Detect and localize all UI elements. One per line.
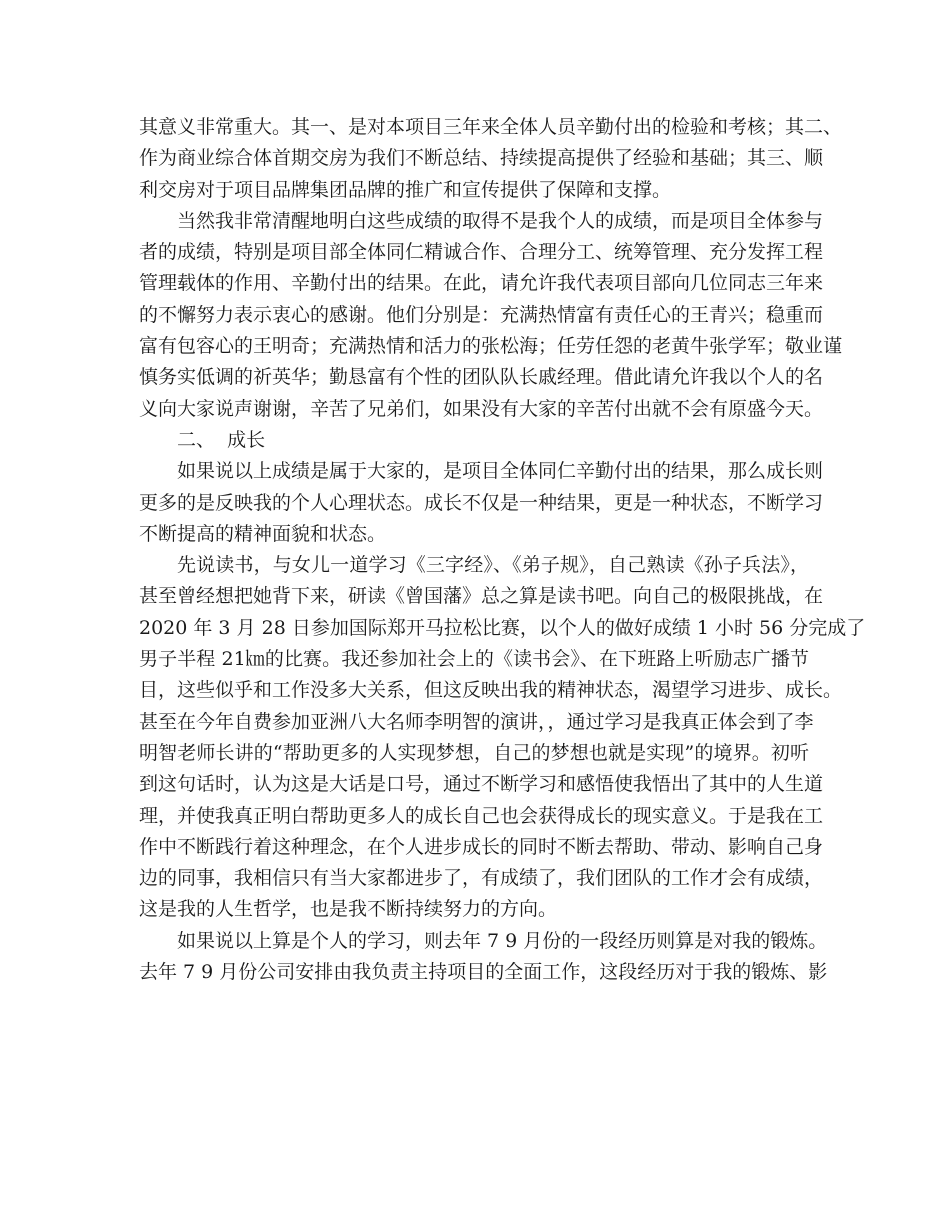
text-line: 如果说以上算是个人的学习，则去年 7 9 月份的一段经历则算是对我的锻炼。: [177, 929, 828, 952]
text-line: 目，这些似乎和工作没多大关系，但这反映出我的精神状态，渴望学习进步、成长。: [139, 679, 843, 702]
text-line: 慎务实低调的祈英华；勤恳富有个性的团队队长戚经理。借此请允许我以个人的名: [139, 366, 824, 389]
text-line: 男子半程 21㎞的比赛。我还参加社会上的《读书会》、在下班路上听励志广播节: [139, 648, 809, 671]
text-line: 理，并使我真正明白帮助更多人的成长自己也会获得成长的现实意义。于是我在工: [139, 804, 824, 827]
text-line: 当然我非常清醒地明白这些成绩的取得不是我个人的成绩，而是项目全体参与: [177, 209, 824, 232]
section-heading: [139, 425, 809, 456]
text-line: 甚至在今年自费参加亚洲八大名师李明智的演讲，，通过学习是我真正体会到了李: [139, 710, 814, 733]
paragraph: [139, 456, 824, 550]
paragraph: [139, 206, 843, 425]
document-body: [139, 112, 866, 988]
text-line: 义向大家说声谢谢，辛苦了兄弟们，如果没有大家的辛苦付出就不会有原盛今天。: [139, 397, 824, 420]
text-line: 如果说以上成绩是属于大家的，是项目全体同仁辛勤付出的结果，那么成长则: [177, 460, 824, 483]
text-line: 明智老师长讲的“帮助更多的人实现梦想，自己的梦想也就是实现”的境界。初听: [139, 741, 809, 764]
text-line: 去年 7 9 月份公司安排由我负责主持项目的全面工作，这段经历对于我的锻炼、影: [139, 961, 828, 984]
paragraph: [139, 550, 866, 926]
text-line: 不断提高的精神面貌和状态。: [139, 522, 387, 545]
paragraph: [139, 112, 843, 206]
text-line: 2020 年 3 月 28 日参加国际郑开马拉松比赛，以个人的做好成绩 1 小时 56 分完成了: [139, 616, 866, 639]
text-line: 管理载体的作用、辛勤付出的结果。在此，请允许我代表项目部向几位同志三年来: [139, 272, 824, 295]
text-line: 甚至曾经想把她背下来，研读《曾国藩》总之算是读书吧。向自己的极限挑战，在: [139, 585, 824, 608]
text-line: 到这句话时，认为这是大话是口号，通过不断学习和感悟使我悟出了其中的人生道: [139, 773, 824, 796]
text-line: 更多的是反映我的个人心理状态。成长不仅是一种结果，更是一种状态，不断学习: [139, 491, 824, 514]
text-line: 作中不断践行着这种理念，在个人进步成长的同时不断去帮助、带动、影响自己身: [139, 835, 824, 858]
section-heading-text: 二、 成长: [177, 428, 266, 451]
text-line: 作为商业综合体首期交房为我们不断总结、持续提高提供了经验和基础；其三、顺: [139, 147, 824, 170]
text-line: 富有包容心的王明奇；充满热情和活力的张松海；任劳任怨的老黄牛张学军；敬业谨: [139, 335, 843, 358]
text-line: 者的成绩，特别是项目部全体同仁精诚合作、合理分工、统筹管理、充分发挥工程: [139, 241, 824, 264]
text-line: 的不懈努力表示衷心的感谢。他们分别是：充满热情富有责任心的王青兴；稳重而: [139, 303, 824, 326]
text-line: 这是我的人生哲学，也是我不断持续努力的方向。: [139, 898, 558, 921]
paragraph: [139, 926, 828, 989]
text-line: 利交房对于项目品牌集团品牌的推广和宣传提供了保障和支撑。: [139, 178, 672, 201]
text-line: 边的同事，我相信只有当大家都进步了，有成绩了，我们团队的工作才会有成绩，: [139, 867, 824, 890]
text-line: 其意义非常重大。其一、是对本项目三年来全体人员辛勤付出的检验和考核；其二、: [139, 116, 843, 138]
text-line: 先说读书，与女儿一道学习《三字经》、《弟子规》，自己熟读《孙子兵法》，: [177, 554, 809, 577]
